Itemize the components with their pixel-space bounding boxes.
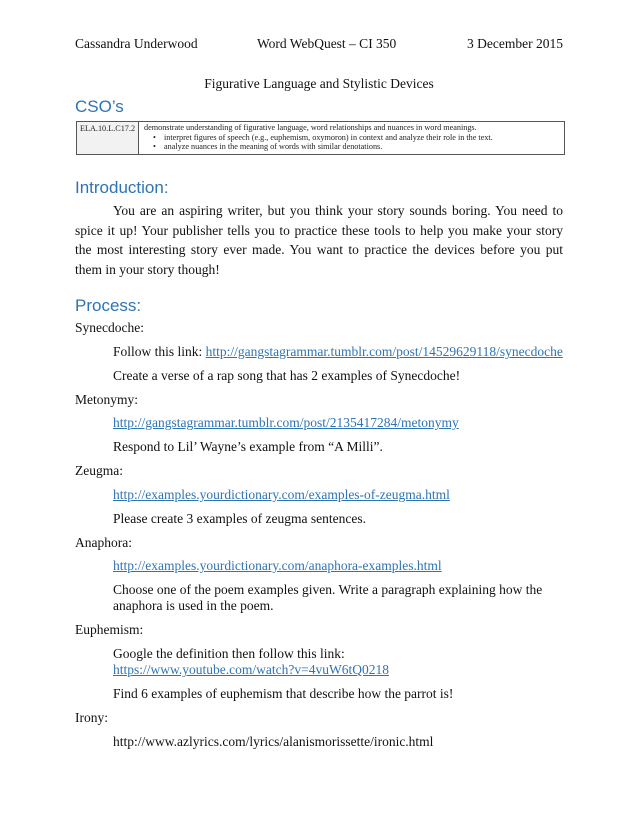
cso-table (76, 121, 565, 155)
zeugma-link-line (113, 487, 563, 503)
section-label-synecdoche: Synecdoche: (75, 320, 144, 335)
cso-description-cell (140, 122, 564, 154)
synecdoche-link[interactable]: http://gangstagrammar.tumblr.com/post/14529629118/synecdoche (205, 344, 563, 359)
introduction-text: You are an aspiring writer, but you think your story sounds boring. You need to spice it up! Your publisher tells you to practice these tools to help you make your story the most interesting story ever made. You want to practice the devices before you put them in your story though! (75, 203, 563, 277)
link-prefix: Google the definition then follow this link: (113, 646, 345, 661)
zeugma-task: Please create 3 examples of zeugma sentences. (113, 511, 367, 526)
zeugma-link[interactable]: http://examples.yourdictionary.com/examples-of-zeugma.html (113, 487, 450, 502)
anaphora-link[interactable]: http://examples.yourdictionary.com/anaphora-examples.html (113, 558, 442, 573)
header-author: Cassandra Underwood (75, 36, 198, 51)
section-label-anaphora: Anaphora: (75, 535, 132, 550)
section-label-euphemism: Euphemism: (75, 622, 144, 637)
section-label-zeugma: Zeugma: (75, 463, 123, 478)
cso-bullet: • interpret figures of speech (e.g., euphemism, oxymoron) in context and analyze their role in the text. (144, 133, 560, 143)
cso-bullet: • analyze nuances in the meaning of words with similar denotations. (144, 142, 560, 152)
link-prefix: Follow this link: (113, 344, 206, 359)
metonymy-task: Respond to Lil’ Wayne’s example from “A Milli”. (113, 439, 383, 454)
cso-code: ELA.10.L.C17.2 (77, 122, 139, 154)
anaphora-task: Choose one of the poem examples given. Write a paragraph explaining how the anaphora is used in the poem. (113, 582, 543, 613)
process-heading: Process: (75, 296, 142, 315)
euphemism-task: Find 6 examples of euphemism that describe how the parrot is! (113, 686, 454, 701)
euphemism-link[interactable]: https://www.youtube.com/watch?v=4vuW6tQ0218 (113, 662, 389, 677)
metonymy-link-line (113, 415, 563, 431)
synecdoche-task: Create a verse of a rap song that has 2 examples of Synecdoche! (113, 368, 461, 383)
anaphora-link-line (113, 558, 563, 574)
section-label-metonymy: Metonymy: (75, 392, 138, 407)
irony-url: http://www.azlyrics.com/lyrics/alanismorissette/ironic.html (113, 734, 434, 749)
page-header (75, 36, 563, 54)
header-course: Word WebQuest – CI 350 (257, 36, 397, 51)
introduction-heading: Introduction: (75, 178, 169, 197)
section-label-irony: Irony: (75, 710, 108, 725)
document-title: Figurative Language and Stylistic Devices (204, 76, 434, 91)
synecdoche-link-line (113, 344, 563, 360)
cso-heading: CSO’s (75, 97, 124, 116)
cso-description: demonstrate understanding of figurative language, word relationships and nuances in word meanings. (144, 123, 477, 132)
metonymy-link[interactable]: http://gangstagrammar.tumblr.com/post/2135417284/metonymy (113, 415, 459, 430)
header-date: 3 December 2015 (467, 36, 563, 51)
euphemism-link-block (113, 646, 563, 678)
